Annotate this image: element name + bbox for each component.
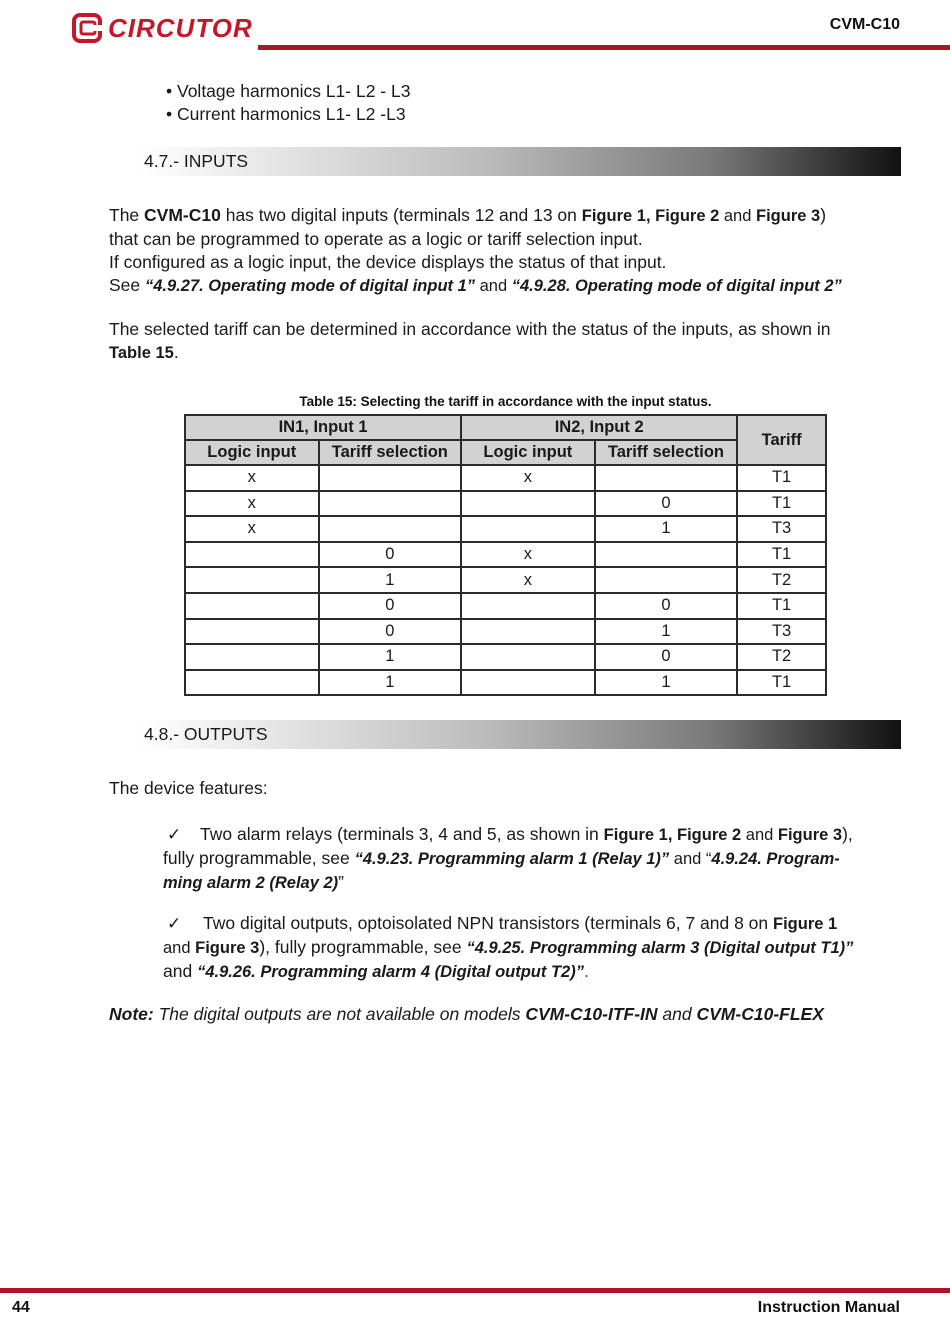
table-cell bbox=[461, 491, 595, 517]
text: Two digital outputs, optoisolated NPN transistors (terminals 6, 7 and 8 on bbox=[203, 913, 774, 933]
section-heading-outputs bbox=[135, 720, 901, 749]
figure-link[interactable]: Figure 1, Figure 2 bbox=[603, 826, 742, 844]
table-cell bbox=[595, 542, 738, 568]
tariff-table bbox=[184, 414, 827, 696]
section-reference-link[interactable]: ming alarm 2 (Relay 2) bbox=[163, 874, 339, 892]
table-cell bbox=[185, 644, 319, 670]
brand-logo bbox=[72, 12, 253, 44]
table-cell bbox=[185, 542, 319, 568]
table-row bbox=[185, 465, 826, 491]
note-label: Note: bbox=[109, 1004, 154, 1024]
footer-rule bbox=[0, 1288, 950, 1293]
table-cell: T1 bbox=[737, 465, 826, 491]
text: ), fully programmable, see bbox=[259, 937, 467, 957]
section-heading-inputs bbox=[135, 147, 901, 176]
table-cell bbox=[595, 465, 738, 491]
column-header: Tariff selection bbox=[319, 440, 462, 465]
table-row bbox=[185, 619, 826, 645]
model-name: CVM-C10-ITF-IN bbox=[525, 1004, 658, 1024]
table-cell: 0 bbox=[595, 491, 738, 517]
figure-link[interactable]: Figure 1, Figure 2 bbox=[581, 207, 720, 225]
table-caption: Table 15: Selecting the tariff in accordance with the input status. bbox=[299, 394, 712, 409]
inputs-paragraph bbox=[109, 204, 904, 298]
table-cell: T1 bbox=[737, 593, 826, 619]
table-row bbox=[185, 567, 826, 593]
table-cell bbox=[595, 567, 738, 593]
text: and “ bbox=[669, 850, 712, 868]
table-cell: T3 bbox=[737, 619, 826, 645]
text: and bbox=[163, 939, 196, 957]
table-body bbox=[185, 465, 826, 695]
table-row bbox=[185, 491, 826, 517]
table-row bbox=[185, 516, 826, 542]
checkmark-icon: ✓ bbox=[167, 825, 182, 844]
table-cell bbox=[185, 670, 319, 696]
section-reference-link[interactable]: “4.9.26. Programming alarm 4 (Digital output T2)” bbox=[197, 963, 584, 981]
circutor-logo-icon bbox=[72, 12, 104, 44]
text: and bbox=[719, 207, 756, 225]
table-subheader-row bbox=[185, 440, 826, 465]
table-cell: 0 bbox=[319, 619, 462, 645]
table-cell bbox=[319, 516, 462, 542]
text: The digital outputs are not available on models bbox=[153, 1004, 526, 1024]
table-cell: x bbox=[185, 491, 319, 517]
note bbox=[109, 1003, 909, 1026]
table-cell: T3 bbox=[737, 516, 826, 542]
table-cell: 1 bbox=[319, 567, 462, 593]
text: See bbox=[109, 275, 145, 295]
page-number: 44 bbox=[12, 1299, 30, 1316]
text: ), bbox=[842, 824, 853, 844]
model-name: CVM-C10-FLEX bbox=[696, 1004, 824, 1024]
section-reference-link[interactable]: “4.9.28. Operating mode of digital input 2” bbox=[511, 277, 842, 295]
table-cell: 1 bbox=[595, 619, 738, 645]
text-line: that can be programmed to operate as a logic or tariff selection input. bbox=[109, 229, 643, 249]
bullet-item: • Voltage harmonics L1- L2 - L3 bbox=[166, 81, 411, 101]
column-header: Logic input bbox=[461, 440, 595, 465]
table-cell bbox=[461, 644, 595, 670]
figure-link[interactable]: Figure 1 bbox=[773, 915, 838, 933]
table-cell: 0 bbox=[319, 593, 462, 619]
text: and bbox=[475, 277, 512, 295]
text: ” bbox=[338, 872, 344, 892]
text: has two digital inputs (terminals 12 and 13 on bbox=[220, 205, 582, 225]
table-cell: x bbox=[461, 542, 595, 568]
table-row bbox=[185, 593, 826, 619]
text-line: The selected tariff can be determined in accordance with the status of the inputs, as shown in bbox=[109, 319, 831, 339]
section-title: 4.8.- OUTPUTS bbox=[144, 724, 268, 744]
text: Two alarm relays (terminals 3, 4 and 5, as shown in bbox=[200, 824, 604, 844]
document-code: CVM-C10 bbox=[829, 16, 900, 33]
table-cell bbox=[461, 516, 595, 542]
table-cell bbox=[461, 619, 595, 645]
table-cell: T1 bbox=[737, 491, 826, 517]
text: . bbox=[173, 342, 179, 362]
table-cell: 0 bbox=[319, 542, 462, 568]
section-title: 4.7.- INPUTS bbox=[144, 151, 249, 171]
checkmark-icon: ✓ bbox=[167, 914, 182, 933]
table-cell bbox=[319, 465, 462, 491]
table-cell: T2 bbox=[737, 644, 826, 670]
table-cell: 0 bbox=[595, 644, 738, 670]
figure-link[interactable]: Figure 3 bbox=[777, 826, 843, 844]
table-row bbox=[185, 644, 826, 670]
table-cell bbox=[185, 567, 319, 593]
text: The bbox=[109, 205, 145, 225]
table-cell: x bbox=[185, 465, 319, 491]
output-item-digital bbox=[163, 912, 905, 984]
table-cell bbox=[185, 619, 319, 645]
section-reference-link[interactable]: “4.9.27. Operating mode of digital input 1” bbox=[145, 277, 476, 295]
text: fully programmable, see bbox=[163, 848, 355, 868]
harmonics-bullet-list bbox=[166, 80, 410, 126]
table-cell: x bbox=[461, 567, 595, 593]
table-row bbox=[185, 670, 826, 696]
table-header-row bbox=[185, 415, 826, 440]
table-cell: T2 bbox=[737, 567, 826, 593]
column-group-in2: IN2, Input 2 bbox=[461, 415, 737, 440]
table-cell bbox=[185, 593, 319, 619]
output-item-relays bbox=[163, 823, 905, 895]
column-header: Logic input bbox=[185, 440, 319, 465]
brand-name: CIRCUTOR bbox=[108, 12, 253, 43]
header-rule bbox=[258, 45, 950, 50]
section-reference-link[interactable]: 4.9.24. Program- bbox=[711, 850, 840, 868]
tariff-paragraph bbox=[109, 318, 904, 365]
table-cell: x bbox=[461, 465, 595, 491]
table-cell: T1 bbox=[737, 542, 826, 568]
product-name: CVM-C10 bbox=[144, 205, 221, 225]
table-cell: x bbox=[185, 516, 319, 542]
section-reference-link[interactable]: “4.9.25. Programming alarm 3 (Digital output T1)” bbox=[466, 939, 854, 957]
table-link[interactable]: Table 15 bbox=[109, 344, 174, 362]
text: ) bbox=[820, 205, 827, 225]
column-group-in1: IN1, Input 1 bbox=[185, 415, 461, 440]
table-row bbox=[185, 542, 826, 568]
figure-link[interactable]: Figure 3 bbox=[756, 207, 821, 225]
table-cell: 1 bbox=[595, 670, 738, 696]
column-header: Tariff selection bbox=[595, 440, 738, 465]
bullet-item: • Current harmonics L1- L2 -L3 bbox=[166, 104, 406, 124]
column-header-tariff: Tariff bbox=[737, 415, 826, 465]
table-cell: 0 bbox=[595, 593, 738, 619]
table-cell bbox=[319, 491, 462, 517]
table-cell: T1 bbox=[737, 670, 826, 696]
text: and bbox=[163, 961, 198, 981]
text: and bbox=[657, 1004, 697, 1024]
text-line: If configured as a logic input, the device displays the status of that input. bbox=[109, 252, 667, 272]
table-cell: 1 bbox=[595, 516, 738, 542]
table-cell: 1 bbox=[319, 670, 462, 696]
figure-link[interactable]: Figure 3 bbox=[195, 939, 260, 957]
text: and bbox=[741, 826, 778, 844]
outputs-intro: The device features: bbox=[109, 778, 268, 798]
table-cell bbox=[461, 670, 595, 696]
text: . bbox=[583, 961, 589, 981]
table-cell bbox=[461, 593, 595, 619]
section-reference-link[interactable]: “4.9.23. Programming alarm 1 (Relay 1)” bbox=[354, 850, 670, 868]
footer-title: Instruction Manual bbox=[757, 1299, 900, 1316]
table-cell: 1 bbox=[319, 644, 462, 670]
